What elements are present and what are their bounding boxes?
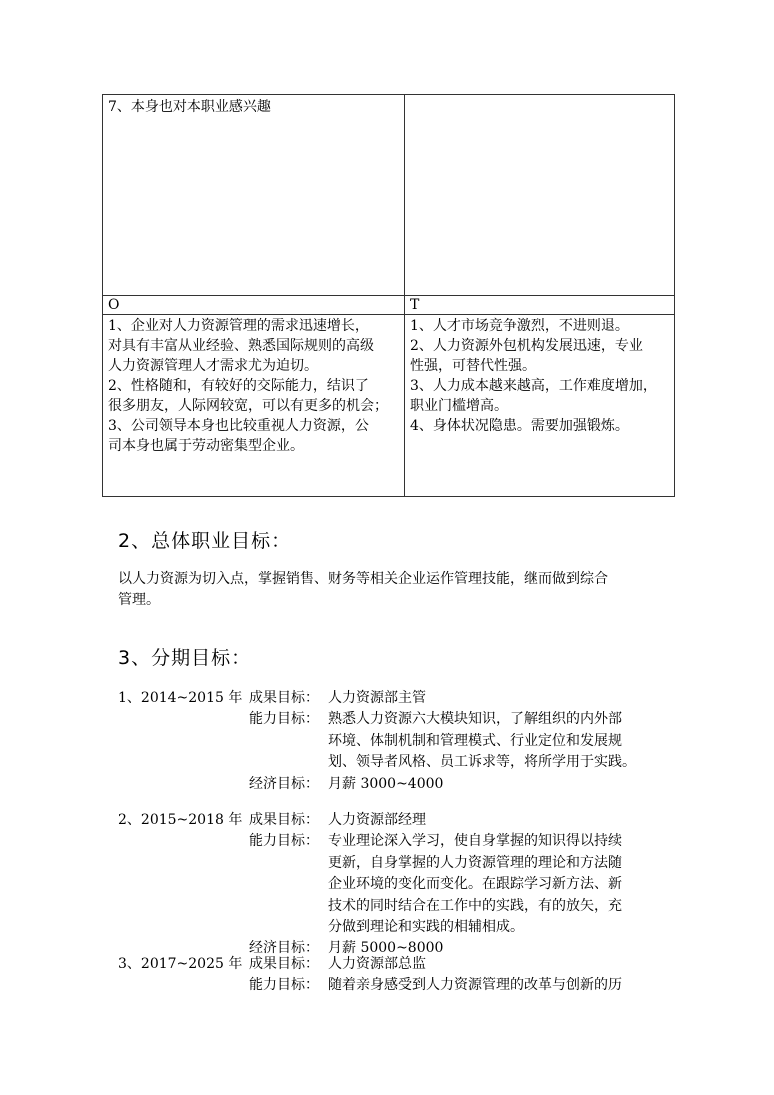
threats-text: 1、人才市场竞争激烈，不进则退。 2、人力资源外包机构发展迅速，专业 性强，可替代性强。 3、人力成本越来越高，工作难度增加， 职业门槛增高。 4、身体状况隐患。需要加强锻炼。	[410, 318, 657, 434]
threats-cell	[405, 315, 675, 497]
strength-item-7: 7、本身也对本职业感兴趣	[108, 99, 271, 115]
result-value: 人力资源部主管	[328, 690, 426, 706]
goal-period: 2、2015~2018 年	[118, 812, 243, 828]
ability-value: 随着亲身感受到人力资源管理的改革与创新的历	[328, 977, 622, 993]
threats-header: T	[405, 296, 675, 315]
goal-period: 1、2014~2015 年	[118, 690, 243, 706]
swot-table	[102, 94, 675, 497]
result-label: 成果目标：	[249, 956, 319, 972]
econ-value: 月薪 5000~8000	[328, 940, 444, 956]
result-label: 成果目标：	[249, 812, 319, 828]
ability-label: 能力目标：	[249, 833, 319, 849]
ability-label: 能力目标：	[249, 711, 319, 727]
ability-value: 熟悉人力资源六大模块知识，了解组织的内外部 环境、体制机制和管理模式、行业定位和发展规 划、领导者风格、员工诉求等，将所学用于实践。	[328, 711, 636, 771]
weaknesses-cell	[405, 95, 675, 296]
econ-label: 经济目标：	[249, 776, 319, 792]
section-2-heading: 2、总体职业目标：	[118, 530, 292, 552]
goal-period: 3、2017~2025 年	[118, 956, 243, 972]
strengths-cell	[103, 95, 405, 296]
result-label: 成果目标：	[249, 690, 319, 706]
econ-label: 经济目标：	[249, 940, 319, 956]
econ-value: 月薪 3000~4000	[328, 776, 444, 792]
opportunities-text: 1、企业对人力资源管理的需求迅速增长， 对具有丰富从业经验、熟悉国际规则的高级 人力资源管理人才需求尤为迫切。 2、性格随和，有较好的交际能力，结识了 很多朋友，人际网较宽，可以有更多的机会； 3、公司领导本身也比较重视人力资源，公 司本身也属于劳动密集型企业。	[108, 318, 388, 454]
career-goal-text: 以人力资源为切入点，掌握销售、财务等相关企业运作管理技能，继而做到综合 管理。	[118, 571, 608, 608]
result-value: 人力资源部总监	[328, 956, 426, 972]
opportunities-cell	[103, 315, 405, 497]
result-value: 人力资源部经理	[328, 812, 426, 828]
ability-label: 能力目标：	[249, 977, 319, 993]
opportunities-header: O	[103, 296, 405, 315]
ability-value: 专业理论深入学习，使自身掌握的知识得以持续 更新，自身掌握的人力资源管理的理论和方法随 企业环境的变化而变化。在跟踪学习新方法、新 技术的同时结合在工作中的实践，有的放矢，充 分做到理论和实践的相辅相成。	[328, 833, 622, 936]
section-3-heading: 3、分期目标：	[118, 647, 252, 669]
